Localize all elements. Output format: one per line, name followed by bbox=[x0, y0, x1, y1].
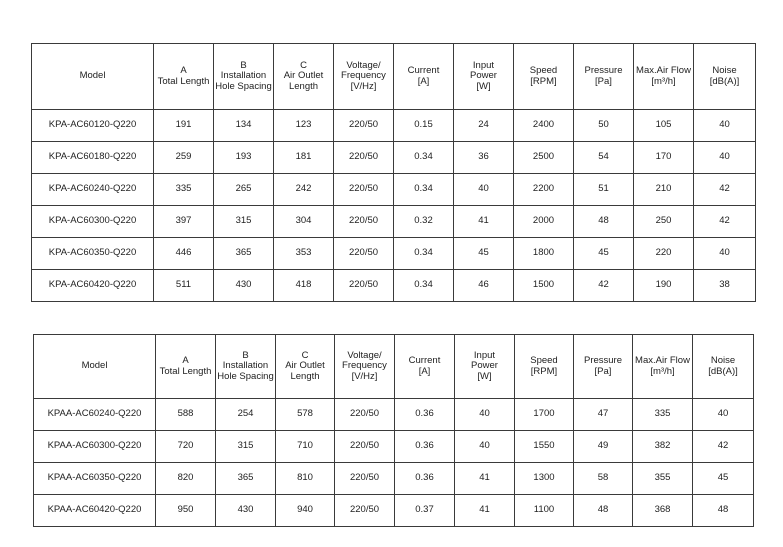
table-cell: 588 bbox=[156, 399, 216, 431]
column-header-line: Speed bbox=[529, 65, 558, 76]
table-cell: 0.32 bbox=[394, 206, 454, 238]
column-header-line: Installation bbox=[222, 360, 269, 372]
table-cell: 220/50 bbox=[334, 206, 394, 238]
table-cell: 24 bbox=[454, 110, 514, 142]
column-header-line: Pressure bbox=[584, 65, 623, 76]
spec-table-kpa bbox=[31, 43, 756, 302]
column-header bbox=[634, 44, 694, 110]
column-header-line: [dB(A)] bbox=[708, 365, 738, 377]
table-cell: 820 bbox=[156, 463, 216, 495]
column-header-line: Air Outlet bbox=[285, 360, 325, 372]
column-header-line: Max.Air Flow bbox=[636, 65, 691, 76]
column-header bbox=[633, 335, 693, 399]
table-cell: 36 bbox=[454, 142, 514, 174]
column-header bbox=[574, 44, 634, 110]
column-header bbox=[394, 44, 454, 110]
table-cell: 418 bbox=[274, 270, 334, 302]
table-cell: 250 bbox=[634, 206, 694, 238]
table-row bbox=[34, 463, 754, 495]
column-header-line: Total Length bbox=[157, 75, 210, 87]
column-header-line: Length bbox=[288, 80, 319, 92]
table-cell: 123 bbox=[274, 110, 334, 142]
column-header bbox=[334, 44, 394, 110]
column-header bbox=[34, 335, 156, 399]
table-row bbox=[32, 110, 756, 142]
table-cell: 48 bbox=[693, 495, 754, 527]
table-cell: 710 bbox=[276, 431, 335, 463]
table-cell: 40 bbox=[455, 431, 515, 463]
table-cell: 254 bbox=[216, 399, 276, 431]
table-cell: 40 bbox=[694, 238, 756, 270]
column-header bbox=[694, 44, 756, 110]
column-header-line: Hole Spacing bbox=[215, 80, 272, 92]
table-cell: 51 bbox=[574, 174, 634, 206]
column-header-line: Input bbox=[472, 59, 495, 71]
table-cell: 50 bbox=[574, 110, 634, 142]
table-cell: 511 bbox=[154, 270, 214, 302]
column-header-line: [A] bbox=[418, 365, 431, 377]
table-cell: 259 bbox=[154, 142, 214, 174]
table-cell: 49 bbox=[574, 431, 633, 463]
column-header-line: Pressure bbox=[583, 355, 622, 366]
table-cell: 181 bbox=[274, 142, 334, 174]
model-cell: KPA-AC60350-Q220 bbox=[32, 238, 154, 270]
table-cell: 335 bbox=[633, 399, 693, 431]
table-cell: 1700 bbox=[515, 399, 574, 431]
table-cell: 105 bbox=[634, 110, 694, 142]
table-cell: 220/50 bbox=[335, 463, 395, 495]
model-cell: KPAA-AC60240-Q220 bbox=[34, 399, 156, 431]
table-row bbox=[34, 399, 754, 431]
column-header bbox=[574, 335, 633, 399]
table-cell: 950 bbox=[156, 495, 216, 527]
table-cell: 0.37 bbox=[395, 495, 455, 527]
column-header-line: [RPM] bbox=[530, 75, 557, 87]
table-cell: 382 bbox=[633, 431, 693, 463]
table-cell: 315 bbox=[214, 206, 274, 238]
column-header-line: Current bbox=[408, 355, 441, 366]
header-row bbox=[34, 335, 754, 399]
table-cell: 0.34 bbox=[394, 270, 454, 302]
column-header-line: Power bbox=[470, 70, 497, 82]
table-cell: 191 bbox=[154, 110, 214, 142]
table-cell: 40 bbox=[694, 142, 756, 174]
table-cell: 0.36 bbox=[395, 399, 455, 431]
table-cell: 810 bbox=[276, 463, 335, 495]
table-cell: 0.34 bbox=[394, 238, 454, 270]
column-header-line: Model bbox=[79, 70, 106, 82]
table-cell: 430 bbox=[216, 495, 276, 527]
table-cell: 40 bbox=[694, 110, 756, 142]
column-header-line: [Pa] bbox=[594, 365, 612, 377]
model-cell: KPAA-AC60300-Q220 bbox=[34, 431, 156, 463]
column-header-line: Voltage/ bbox=[347, 349, 382, 361]
column-header-line: B bbox=[240, 59, 247, 71]
column-header-line: C bbox=[301, 349, 309, 361]
column-header bbox=[515, 335, 574, 399]
table-cell: 355 bbox=[633, 463, 693, 495]
column-header-line: Model bbox=[81, 360, 108, 372]
column-header-line: Length bbox=[290, 370, 320, 382]
table-cell: 40 bbox=[454, 174, 514, 206]
table-cell: 58 bbox=[574, 463, 633, 495]
table-cell: 0.34 bbox=[394, 174, 454, 206]
table-cell: 42 bbox=[694, 174, 756, 206]
column-header-line: Installation bbox=[220, 70, 267, 82]
column-header bbox=[154, 44, 214, 110]
column-header-line: Frequency bbox=[342, 360, 387, 372]
header-row bbox=[32, 44, 756, 110]
column-header-line: B bbox=[242, 349, 249, 361]
table-cell: 38 bbox=[694, 270, 756, 302]
column-header-line: [W] bbox=[477, 370, 492, 382]
column-header-line: Current bbox=[407, 65, 440, 76]
column-header-line: Total Length bbox=[159, 365, 212, 377]
table-cell: 0.36 bbox=[395, 463, 455, 495]
table-cell: 220/50 bbox=[334, 238, 394, 270]
table-cell: 40 bbox=[455, 399, 515, 431]
table-cell: 45 bbox=[574, 238, 634, 270]
column-header bbox=[156, 335, 216, 399]
column-header-line: A bbox=[182, 355, 189, 366]
table-cell: 220 bbox=[634, 238, 694, 270]
column-header bbox=[214, 44, 274, 110]
table-cell: 220/50 bbox=[335, 431, 395, 463]
table-cell: 54 bbox=[574, 142, 634, 174]
column-header-line: Power bbox=[471, 360, 498, 372]
table-cell: 42 bbox=[694, 206, 756, 238]
table-cell: 48 bbox=[574, 495, 633, 527]
column-header-line: Voltage/ bbox=[346, 59, 381, 71]
table-cell: 335 bbox=[154, 174, 214, 206]
column-header bbox=[216, 335, 276, 399]
column-header-line: [V/Hz] bbox=[350, 80, 377, 92]
model-cell: KPAA-AC60350-Q220 bbox=[34, 463, 156, 495]
column-header-line: Air Outlet bbox=[283, 70, 324, 82]
table-cell: 304 bbox=[274, 206, 334, 238]
column-header bbox=[455, 335, 515, 399]
table-cell: 353 bbox=[274, 238, 334, 270]
column-header bbox=[395, 335, 455, 399]
table-cell: 2500 bbox=[514, 142, 574, 174]
model-cell: KPAA-AC60420-Q220 bbox=[34, 495, 156, 527]
table-cell: 2000 bbox=[514, 206, 574, 238]
column-header bbox=[274, 44, 334, 110]
table-cell: 46 bbox=[454, 270, 514, 302]
table-cell: 242 bbox=[274, 174, 334, 206]
column-header bbox=[276, 335, 335, 399]
table-cell: 2400 bbox=[514, 110, 574, 142]
column-header-line: [A] bbox=[417, 75, 430, 87]
column-header-line: Noise bbox=[712, 65, 737, 76]
column-header-line: Max.Air Flow bbox=[635, 355, 690, 366]
column-header bbox=[454, 44, 514, 110]
table-cell: 446 bbox=[154, 238, 214, 270]
column-header bbox=[335, 335, 395, 399]
column-header bbox=[514, 44, 574, 110]
table-cell: 220/50 bbox=[334, 110, 394, 142]
column-header-line: Speed bbox=[530, 355, 558, 366]
column-header-line: [V/Hz] bbox=[351, 370, 378, 382]
table-cell: 42 bbox=[574, 270, 634, 302]
column-header-line: C bbox=[300, 59, 307, 71]
column-header bbox=[693, 335, 754, 399]
model-cell: KPA-AC60120-Q220 bbox=[32, 110, 154, 142]
table-cell: 170 bbox=[634, 142, 694, 174]
model-cell: KPA-AC60300-Q220 bbox=[32, 206, 154, 238]
table-cell: 315 bbox=[216, 431, 276, 463]
table-cell: 40 bbox=[693, 399, 754, 431]
table-cell: 2200 bbox=[514, 174, 574, 206]
table-cell: 365 bbox=[214, 238, 274, 270]
model-cell: KPA-AC60180-Q220 bbox=[32, 142, 154, 174]
table-cell: 220/50 bbox=[335, 495, 395, 527]
table-cell: 210 bbox=[634, 174, 694, 206]
table-row bbox=[34, 431, 754, 463]
model-cell: KPA-AC60420-Q220 bbox=[32, 270, 154, 302]
table-row bbox=[32, 206, 756, 238]
table-cell: 41 bbox=[455, 463, 515, 495]
column-header-line: Noise bbox=[710, 355, 736, 366]
table-cell: 0.36 bbox=[395, 431, 455, 463]
column-header-line: [dB(A)] bbox=[709, 75, 740, 87]
column-header-line: [RPM] bbox=[530, 365, 558, 377]
table-cell: 940 bbox=[276, 495, 335, 527]
table-cell: 0.15 bbox=[394, 110, 454, 142]
table-cell: 41 bbox=[454, 206, 514, 238]
spec-table-kpaa bbox=[33, 334, 754, 527]
table-row bbox=[32, 174, 756, 206]
model-cell: KPA-AC60240-Q220 bbox=[32, 174, 154, 206]
table-cell: 397 bbox=[154, 206, 214, 238]
table-cell: 220/50 bbox=[334, 142, 394, 174]
table-cell: 430 bbox=[214, 270, 274, 302]
column-header-line: Frequency bbox=[341, 70, 386, 82]
table-cell: 190 bbox=[634, 270, 694, 302]
table-cell: 134 bbox=[214, 110, 274, 142]
column-header-line: Hole Spacing bbox=[217, 370, 274, 382]
table-cell: 220/50 bbox=[334, 270, 394, 302]
table-cell: 48 bbox=[574, 206, 634, 238]
table-cell: 265 bbox=[214, 174, 274, 206]
column-header bbox=[32, 44, 154, 110]
table-cell: 220/50 bbox=[335, 399, 395, 431]
table-cell: 365 bbox=[216, 463, 276, 495]
table-cell: 220/50 bbox=[334, 174, 394, 206]
column-header-line: A bbox=[180, 65, 187, 76]
column-header-line: [m³/h] bbox=[650, 365, 675, 377]
column-header-line: Input bbox=[473, 349, 496, 361]
column-header-line: [Pa] bbox=[595, 75, 612, 87]
table-cell: 578 bbox=[276, 399, 335, 431]
table-cell: 193 bbox=[214, 142, 274, 174]
table-cell: 1300 bbox=[515, 463, 574, 495]
table-row bbox=[34, 495, 754, 527]
table-cell: 720 bbox=[156, 431, 216, 463]
column-header-line: [m³/h] bbox=[651, 75, 676, 87]
column-header-line: [W] bbox=[476, 80, 491, 92]
table-cell: 0.34 bbox=[394, 142, 454, 174]
table-cell: 47 bbox=[574, 399, 633, 431]
table-cell: 368 bbox=[633, 495, 693, 527]
table-cell: 1800 bbox=[514, 238, 574, 270]
table-cell: 45 bbox=[693, 463, 754, 495]
table-row bbox=[32, 238, 756, 270]
table-row bbox=[32, 270, 756, 302]
table-cell: 41 bbox=[455, 495, 515, 527]
table-cell: 1550 bbox=[515, 431, 574, 463]
table-cell: 1500 bbox=[514, 270, 574, 302]
table-row bbox=[32, 142, 756, 174]
table-cell: 1100 bbox=[515, 495, 574, 527]
table-cell: 42 bbox=[693, 431, 754, 463]
table-cell: 45 bbox=[454, 238, 514, 270]
